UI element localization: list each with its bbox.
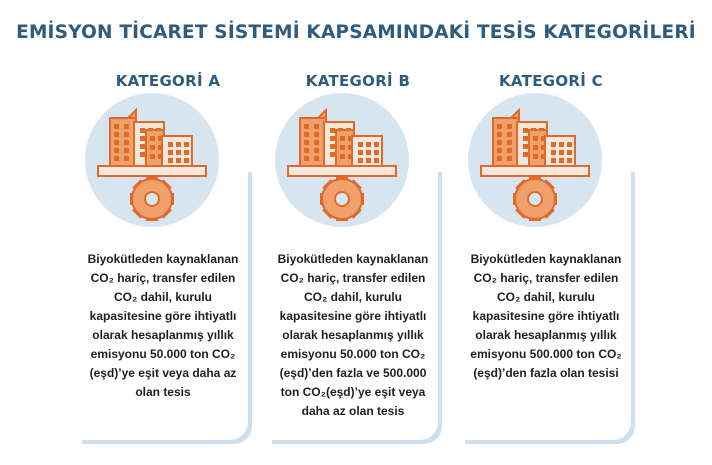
description-line: daha az olan tesis <box>301 404 405 418</box>
category-description <box>461 250 631 383</box>
category-title: KATEGORİ B <box>305 72 411 90</box>
description-line: emisyonu 50.000 ton CO₂ <box>280 347 426 361</box>
description-line: CO₂ hariç, transfer edilen <box>473 271 619 285</box>
description-line: olarak hesaplanmış yıllık <box>92 328 234 342</box>
factory-gear-icon <box>274 92 410 228</box>
category-title: KATEGORİ C <box>499 72 603 90</box>
description-line: ton CO₂(eşd)’ye eşit veya <box>280 385 426 399</box>
category-b-column <box>268 0 448 465</box>
description-line: olan tesis <box>135 385 191 399</box>
category-a-column <box>78 0 258 465</box>
factory-gear-icon <box>467 92 603 228</box>
description-line: Biyokütleden kaynaklanan <box>470 252 622 266</box>
description-line: (eşd)’den fazla ve 500.000 <box>279 366 427 380</box>
description-line: CO₂ dahil, kurulu <box>496 290 595 304</box>
description-line: emisyonu 500.000 ton CO₂ <box>470 347 622 361</box>
page-title: EMİSYON TİCARET SİSTEMİ KAPSAMINDAKİ TESİS KATEGORİLERİ <box>16 22 696 43</box>
description-line: CO₂ dahil, kurulu <box>303 290 402 304</box>
description-line: (eşd)’ye eşit veya daha az <box>89 366 237 380</box>
description-line: CO₂ dahil, kurulu <box>113 290 212 304</box>
description-line: kapasitesine göre ihtiyatlı <box>279 309 427 323</box>
description-line: Biyokütleden kaynaklanan <box>87 252 239 266</box>
description-line: kapasitesine göre ihtiyatlı <box>472 309 620 323</box>
description-line: olarak hesaplanmış yıllık <box>475 328 617 342</box>
factory-gear-icon <box>84 92 220 228</box>
category-c-column <box>461 0 641 465</box>
category-title: KATEGORİ A <box>115 72 221 90</box>
description-line: olarak hesaplanmış yıllık <box>282 328 424 342</box>
description-line: Biyokütleden kaynaklanan <box>277 252 429 266</box>
category-description <box>78 250 248 402</box>
description-line: (eşd)’den fazla olan tesisi <box>473 366 619 380</box>
description-line: emisyonu 50.000 ton CO₂ <box>90 347 236 361</box>
description-line: CO₂ hariç, transfer edilen <box>90 271 236 285</box>
description-line: CO₂ hariç, transfer edilen <box>280 271 426 285</box>
description-line: kapasitesine göre ihtiyatlı <box>89 309 237 323</box>
category-description <box>268 250 438 421</box>
